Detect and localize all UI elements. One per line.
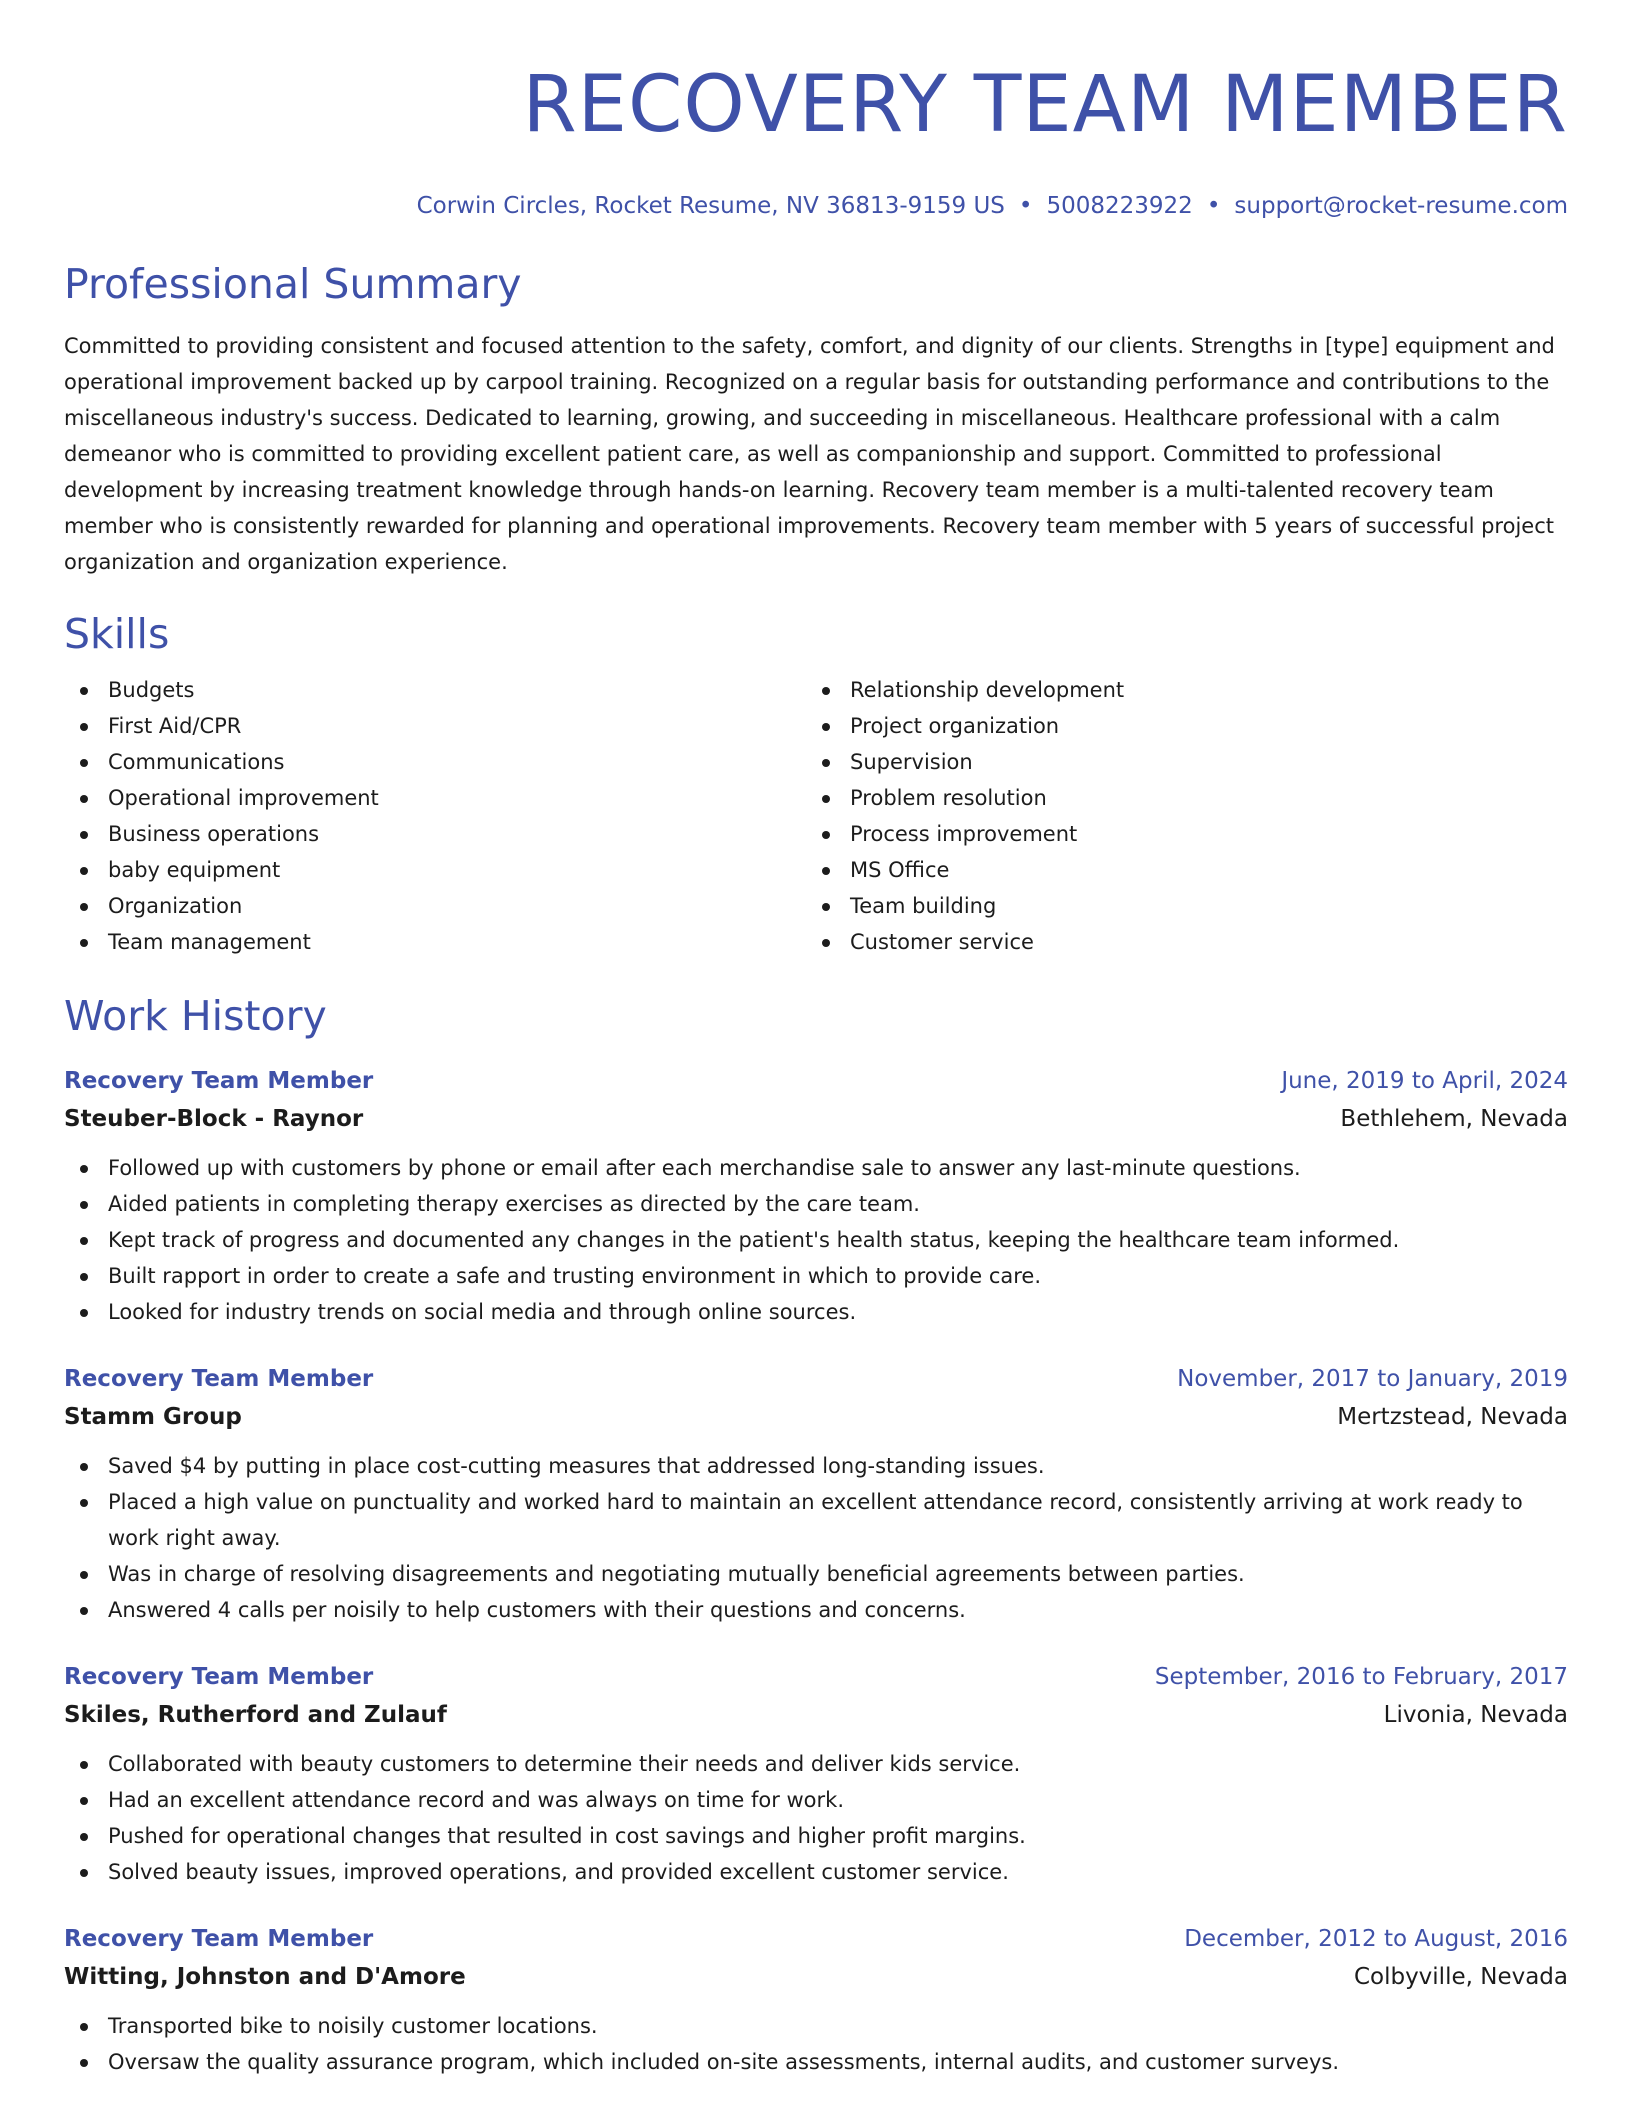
skill-item: Business operations xyxy=(64,816,806,852)
work-history-section xyxy=(64,988,1568,2080)
job-title-row xyxy=(64,1658,1568,1696)
job-bullet: Saved $4 by putting in place cost-cutting measures that addressed long-standing issues. xyxy=(64,1448,1568,1484)
job-title: Recovery Team Member xyxy=(64,1068,374,1094)
skill-item: Problem resolution xyxy=(806,780,1548,816)
job-location: Bethlehem, Nevada xyxy=(1340,1106,1568,1132)
job-entry xyxy=(64,1062,1568,1330)
summary-text: Committed to providing consistent and focused attention to the safety, comfort, and dignity of our clients. Strengths in [type] equipment and operational improvement backed up by carpool training. Recognized on a regular basis for outstanding performance and contributions to the miscellaneous industry's success. Dedicated to learning, growing, and succeeding in miscellaneous. Healthcare professional with a calm demeanor who is committed to providing excellent patient care, as well as companionship and support. Committed to professional development by increasing treatment knowledge through hands-on learning. Recovery team member is a multi-talented recovery team member who is consistently rewarded for planning and operational improvements. Recovery team member with 5 years of successful project organization and organization experience. xyxy=(64,334,1555,574)
skill-item: Process improvement xyxy=(806,816,1548,852)
job-bullet: Oversaw the quality assurance program, which included on-site assessments, internal audits, and customer surveys. xyxy=(64,2044,1568,2080)
job-dates: November, 2017 to January, 2019 xyxy=(1177,1366,1568,1392)
job-bullet: Transported bike to noisily customer locations. xyxy=(64,2008,1568,2044)
summary-section xyxy=(64,256,1568,580)
job-company: Stamm Group xyxy=(64,1404,242,1430)
resume-page xyxy=(64,0,1568,2080)
job-bullet: Solved beauty issues, improved operations, and provided excellent customer service. xyxy=(64,1854,1568,1890)
job-bullets xyxy=(64,1150,1568,1330)
resume-header xyxy=(64,0,1568,222)
job-company-row xyxy=(64,1398,1568,1436)
job-bullet: Answered 4 calls per noisily to help customers with their questions and concerns. xyxy=(64,1592,1568,1628)
job-location: Livonia, Nevada xyxy=(1383,1702,1568,1728)
skills-section xyxy=(64,606,1568,960)
skill-item: Operational improvement xyxy=(64,780,806,816)
skill-item: Relationship development xyxy=(806,672,1548,708)
job-title-row xyxy=(64,1920,1568,1958)
skill-item: Team management xyxy=(64,924,806,960)
skill-item: Budgets xyxy=(64,672,806,708)
skills-heading: Skills xyxy=(64,610,170,658)
job-bullet: Looked for industry trends on social media and through online sources. xyxy=(64,1294,1568,1330)
resume-name: RECOVERY TEAM MEMBER xyxy=(522,60,1568,150)
job-company: Witting, Johnston and D'Amore xyxy=(64,1964,466,1990)
job-company: Steuber-Block - Raynor xyxy=(64,1106,364,1132)
skill-item: Customer service xyxy=(806,924,1548,960)
job-company-row xyxy=(64,1100,1568,1138)
skill-item: baby equipment xyxy=(64,852,806,888)
skill-item: Project organization xyxy=(806,708,1548,744)
job-bullet: Had an excellent attendance record and was always on time for work. xyxy=(64,1782,1568,1818)
skill-item: Team building xyxy=(806,888,1548,924)
job-company: Skiles, Rutherford and Zulauf xyxy=(64,1702,447,1728)
job-dates: June, 2019 to April, 2024 xyxy=(1281,1068,1568,1094)
job-company-row xyxy=(64,1958,1568,1996)
skill-item: Communications xyxy=(64,744,806,780)
job-bullets xyxy=(64,1448,1568,1628)
contact-phone: 5008223922 xyxy=(1046,193,1193,219)
work-history-heading: Work History xyxy=(64,992,327,1040)
job-location: Mertzstead, Nevada xyxy=(1337,1404,1568,1430)
skill-item: First Aid/CPR xyxy=(64,708,806,744)
job-entry xyxy=(64,1658,1568,1890)
job-title-row xyxy=(64,1062,1568,1100)
summary-heading: Professional Summary xyxy=(64,260,522,308)
contact-email[interactable]: support@rocket-resume.com xyxy=(1234,193,1568,219)
job-title: Recovery Team Member xyxy=(64,1366,374,1392)
job-bullets xyxy=(64,2008,1568,2080)
job-entry xyxy=(64,1920,1568,2080)
job-title: Recovery Team Member xyxy=(64,1926,374,1952)
skills-columns xyxy=(64,672,1568,960)
job-bullet: Built rapport in order to create a safe and trusting environment in which to provide care. xyxy=(64,1258,1568,1294)
skills-list-left xyxy=(64,672,806,960)
job-dates: September, 2016 to February, 2017 xyxy=(1154,1664,1568,1690)
skill-item: Organization xyxy=(64,888,806,924)
job-bullet: Placed a high value on punctuality and worked hard to maintain an excellent attendance record, consistently arriving at work ready to work right away. xyxy=(64,1484,1568,1556)
job-location: Colbyville, Nevada xyxy=(1353,1964,1568,1990)
contact-address: Corwin Circles, Rocket Resume, NV 36813-9159 US xyxy=(416,193,1005,219)
skill-item: MS Office xyxy=(806,852,1548,888)
job-company-row xyxy=(64,1696,1568,1734)
job-bullet: Aided patients in completing therapy exercises as directed by the care team. xyxy=(64,1186,1568,1222)
job-entry xyxy=(64,1360,1568,1628)
skill-item: Supervision xyxy=(806,744,1548,780)
job-dates: December, 2012 to August, 2016 xyxy=(1184,1926,1568,1952)
job-bullet: Collaborated with beauty customers to determine their needs and deliver kids service. xyxy=(64,1746,1568,1782)
job-bullet: Kept track of progress and documented any changes in the patient's health status, keeping the healthcare team informed. xyxy=(64,1222,1568,1258)
job-bullet: Pushed for operational changes that resulted in cost savings and higher profit margins. xyxy=(64,1818,1568,1854)
skills-list-right xyxy=(806,672,1548,960)
job-bullet: Followed up with customers by phone or email after each merchandise sale to answer any last-minute questions. xyxy=(64,1150,1568,1186)
job-bullet: Was in charge of resolving disagreements and negotiating mutually beneficial agreements between parties. xyxy=(64,1556,1568,1592)
contact-separator: • xyxy=(1206,193,1221,219)
contact-line xyxy=(64,190,1568,222)
job-title-row xyxy=(64,1360,1568,1398)
contact-separator: • xyxy=(1018,193,1033,219)
job-bullets xyxy=(64,1746,1568,1890)
job-title: Recovery Team Member xyxy=(64,1664,374,1690)
